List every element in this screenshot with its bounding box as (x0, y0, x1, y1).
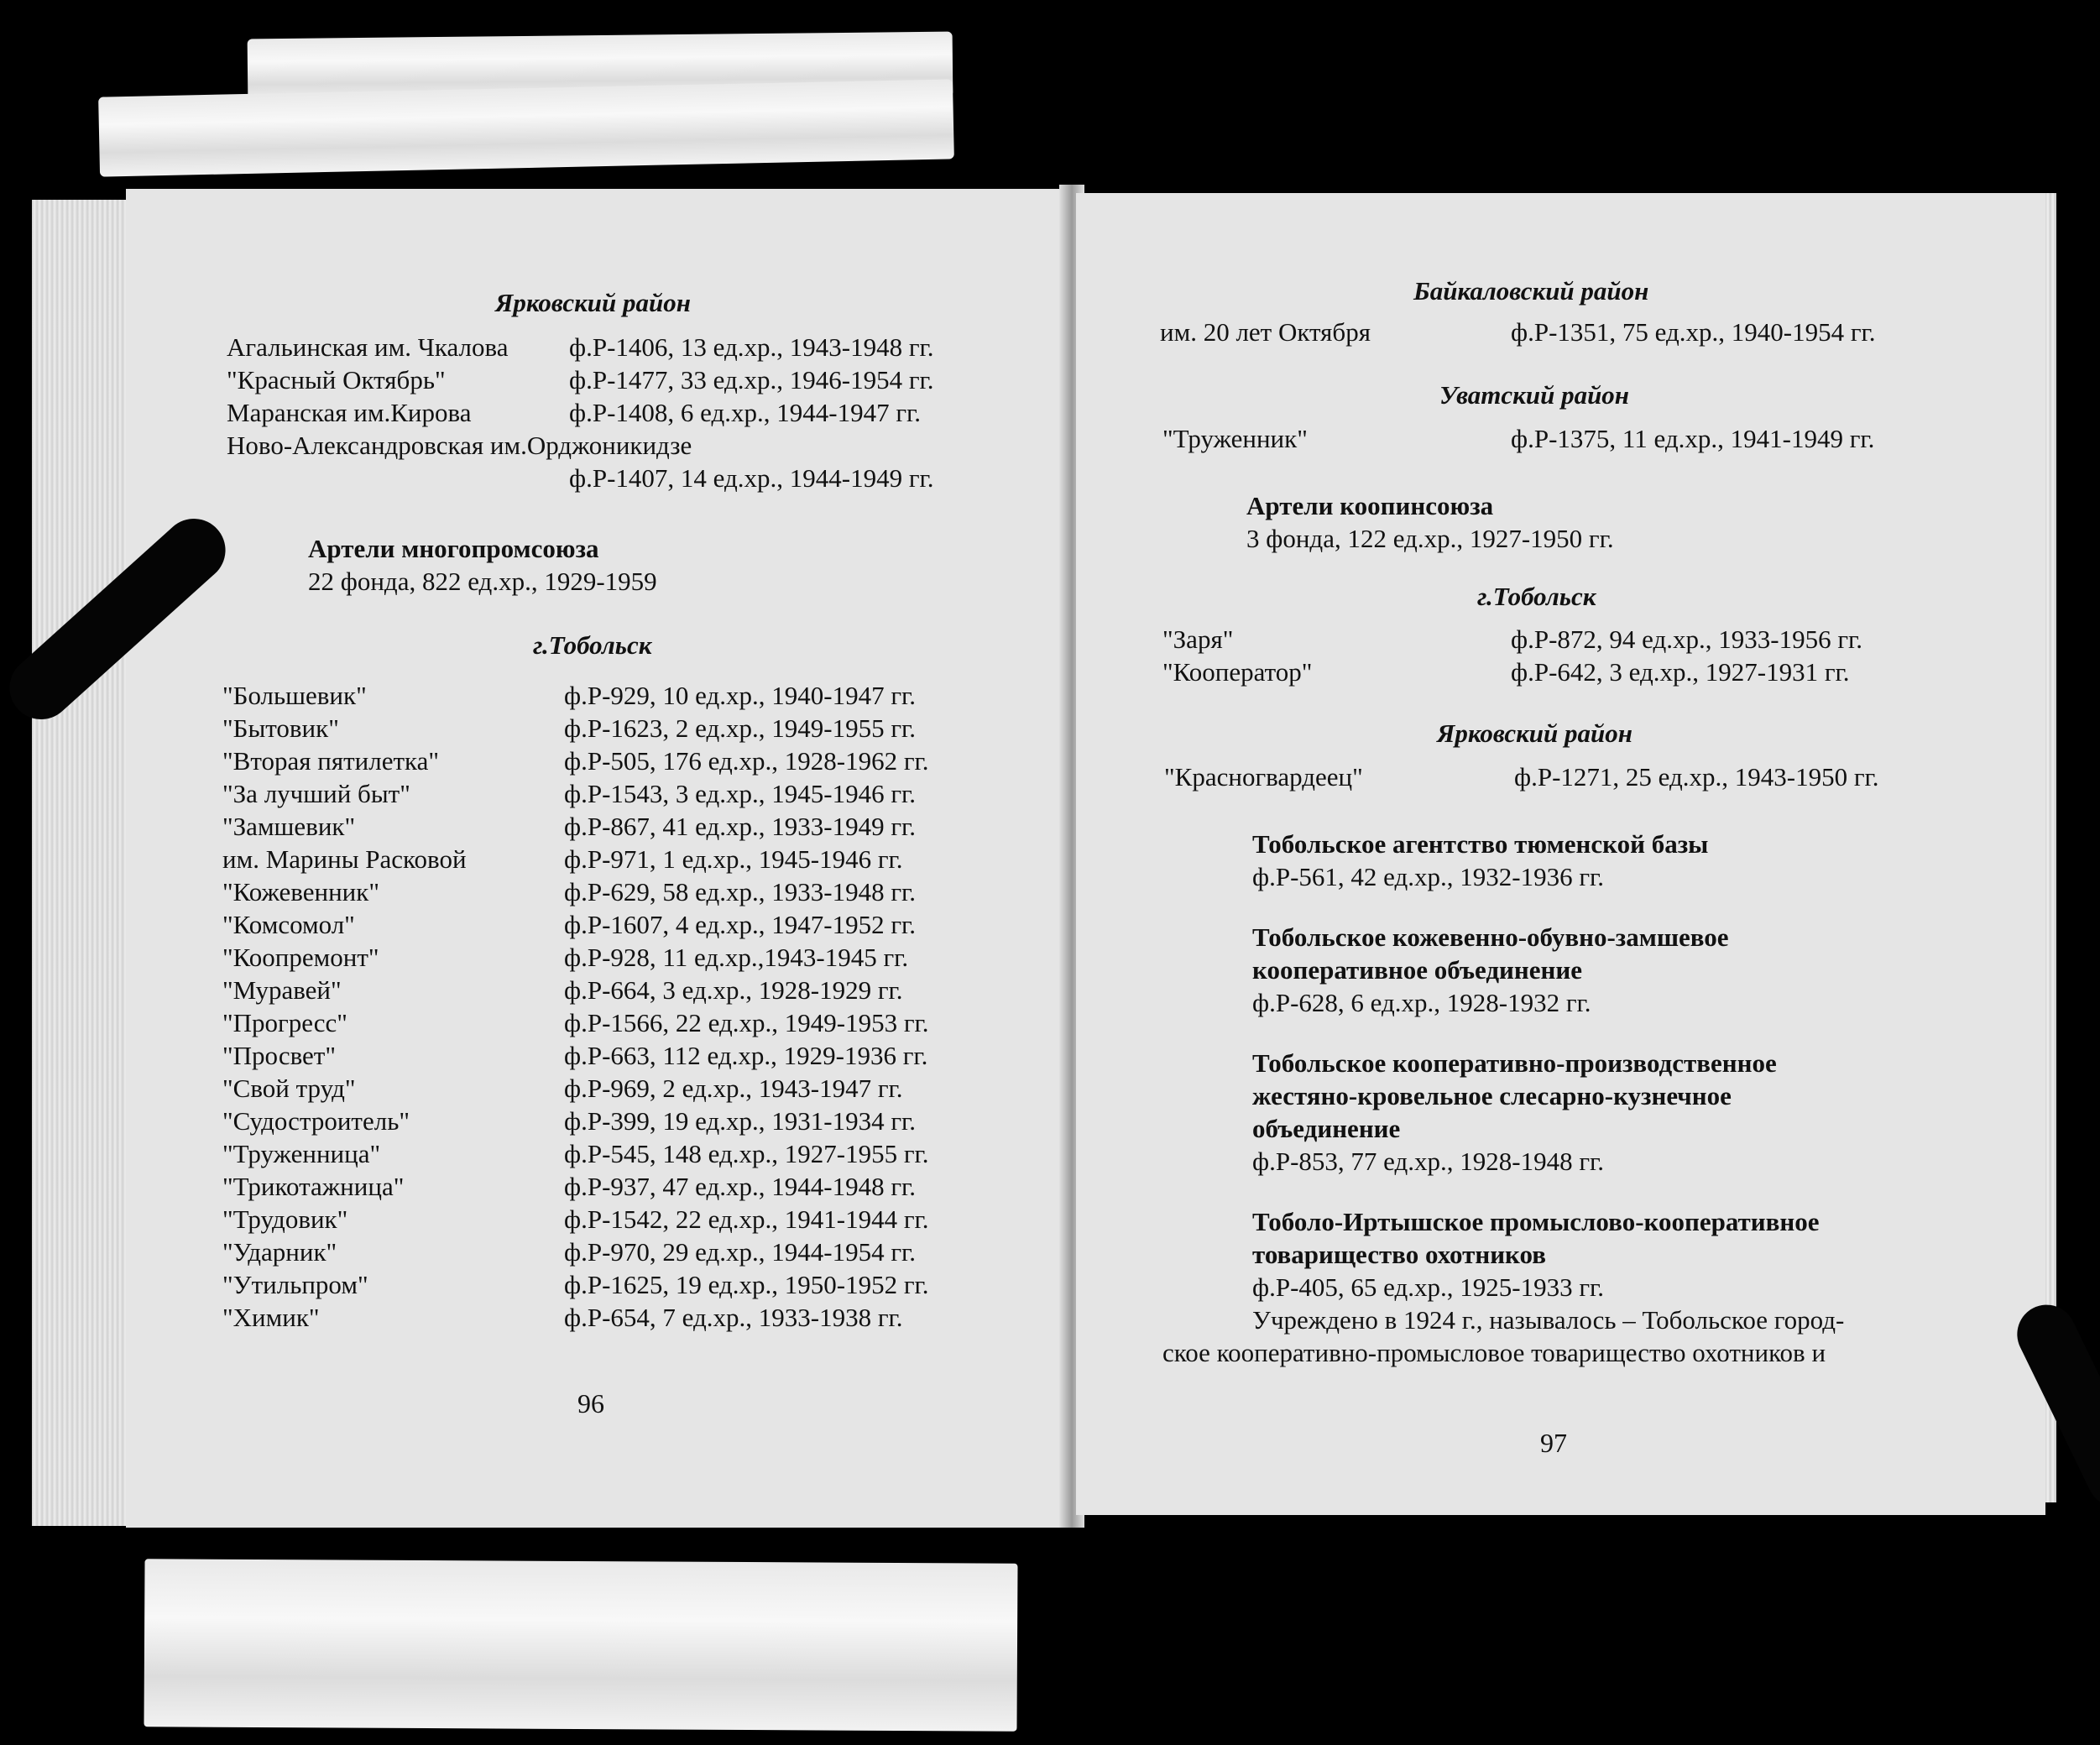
heading-tobolsk: г.Тобольск (1477, 582, 1596, 611)
row-ref: ф.Р-664, 3 ед.хр., 1928-1929 гг. (564, 975, 903, 1005)
hunters-ref: ф.Р-405, 65 ед.хр., 1925-1933 гг. (1252, 1272, 1605, 1302)
row-ref: ф.Р-1607, 4 ед.хр., 1947-1952 гг. (564, 910, 917, 939)
row-name: "Ударник" (222, 1237, 337, 1267)
koopin-summary: 3 фонда, 122 ед.хр., 1927-1950 гг. (1246, 524, 1614, 553)
row-ref: ф.Р-1375, 11 ед.хр., 1941-1949 гг. (1511, 424, 1875, 453)
row-ref: ф.Р-545, 148 ед.хр., 1927-1955 гг. (564, 1139, 929, 1168)
row-ref: ф.Р-629, 58 ед.хр., 1933-1948 гг. (564, 877, 917, 906)
row-name: "За лучший быт" (222, 779, 410, 808)
agency-title: Тобольское агентство тюменской базы (1252, 829, 1709, 859)
row-ref: ф.Р-928, 11 ед.хр.,1943-1945 гг. (564, 943, 909, 972)
row-ref: ф.Р-867, 41 ед.хр., 1933-1949 гг. (564, 812, 917, 841)
leather-title: кооперативное объединение (1252, 955, 1583, 985)
heading-tobolsk: г.Тобольск (533, 630, 652, 660)
row-ref: ф.Р-399, 19 ед.хр., 1931-1934 гг. (564, 1106, 917, 1136)
row-ref: ф.Р-1566, 22 ед.хр., 1949-1953 гг. (564, 1008, 929, 1037)
heading-yarkovsky: Ярковский район (1437, 718, 1632, 748)
tin-title: объединение (1252, 1114, 1401, 1143)
row-name: "Судостроитель" (222, 1106, 410, 1136)
row-ref: ф.Р-1543, 3 ед.хр., 1945-1946 гг. (564, 779, 917, 808)
row-name: "Замшевик" (222, 812, 356, 841)
row-ref: ф.Р-1542, 22 ед.хр., 1941-1944 гг. (564, 1204, 929, 1234)
row-name: "Просвет" (222, 1041, 336, 1070)
row-name: "Свой труд" (222, 1074, 356, 1103)
row-ref: ф.Р-1623, 2 ед.хр., 1949-1955 гг. (564, 713, 917, 743)
koopin-heading: Артели коопинсоюза (1246, 491, 1494, 520)
artels-summary: 22 фонда, 822 ед.хр., 1929-1959 (308, 567, 657, 596)
row-ref: ф.Р-505, 176 ед.хр., 1928-1962 гг. (564, 746, 929, 776)
right-page (1076, 193, 2045, 1515)
row-name: Агальинская им. Чкалова (227, 332, 509, 362)
row-ref: ф.Р-929, 10 ед.хр., 1940-1947 гг. (564, 681, 917, 710)
leather-title: Тобольское кожевенно-обувно-замшевое (1252, 922, 1729, 952)
artels-heading: Артели многопромсоюза (308, 534, 599, 563)
row-name: "Прогресс" (222, 1008, 347, 1037)
row-name: "Большевик" (222, 681, 367, 710)
row-name: Маранская им.Кирова (227, 398, 472, 427)
row-name: "Красногвардеец" (1164, 762, 1363, 792)
row-name: "Комсомол" (222, 910, 355, 939)
row-name: "Заря" (1162, 624, 1234, 654)
row-name: Ново-Александровская им.Орджоникидзе (227, 431, 692, 460)
row-name: им. 20 лет Октября (1160, 317, 1371, 347)
row-ref: ф.Р-1271, 25 ед.хр., 1943-1950 гг. (1514, 762, 1879, 792)
row-name: "Трикотажница" (222, 1172, 405, 1201)
row-name: "Кооператор" (1162, 657, 1313, 687)
row-name: им. Марины Расковой (222, 844, 467, 874)
row-name: "Химик" (222, 1303, 320, 1332)
row-ref: ф.Р-642, 3 ед.хр., 1927-1931 гг. (1511, 657, 1850, 687)
heading-yarkovsky: Ярковский район (495, 288, 691, 317)
hunters-text: Учреждено в 1924 г., называлось – Тобольское город- (1252, 1305, 1845, 1335)
tin-title: жестяно-кровельное слесарно-кузнечное (1252, 1081, 1732, 1110)
row-ref: ф.Р-1351, 75 ед.хр., 1940-1954 гг. (1511, 317, 1876, 347)
heading-uvatsky: Уватский район (1439, 380, 1630, 410)
row-ref: ф.Р-1407, 14 ед.хр., 1944-1949 гг. (569, 463, 934, 493)
foam-roll-top-large (98, 79, 954, 176)
row-ref: ф.Р-1477, 33 ед.хр., 1946-1954 гг. (569, 365, 934, 394)
leather-ref: ф.Р-628, 6 ед.хр., 1928-1932 гг. (1252, 988, 1591, 1017)
row-ref: ф.Р-1406, 13 ед.хр., 1943-1948 гг. (569, 332, 934, 362)
row-ref: ф.Р-663, 112 ед.хр., 1929-1936 гг. (564, 1041, 928, 1070)
row-ref: ф.Р-969, 2 ед.хр., 1943-1947 гг. (564, 1074, 903, 1103)
page-number: 97 (1540, 1428, 1567, 1458)
row-name: "Коопремонт" (222, 943, 379, 972)
row-name: "Вторая пятилетка" (222, 746, 440, 776)
hunters-title: товарищество охотников (1252, 1240, 1546, 1269)
tin-title: Тобольское кооперативно-производственное (1252, 1048, 1777, 1078)
row-name: "Красный Октябрь" (227, 365, 446, 394)
row-ref: ф.Р-1408, 6 ед.хр., 1944-1947 гг. (569, 398, 922, 427)
agency-ref: ф.Р-561, 42 ед.хр., 1932-1936 гг. (1252, 862, 1605, 891)
row-name: "Муравей" (222, 975, 342, 1005)
heading-baikalovsky: Байкаловский район (1413, 276, 1649, 306)
row-name: "Кожевенник" (222, 877, 379, 906)
row-name: "Трудовик" (222, 1204, 348, 1234)
hunters-text: ское кооперативно-промысловое товарищество охотников и (1162, 1338, 1826, 1367)
foam-roll-bottom (144, 1559, 1017, 1731)
tin-ref: ф.Р-853, 77 ед.хр., 1928-1948 гг. (1252, 1147, 1605, 1176)
left-page (126, 189, 1064, 1528)
row-ref: ф.Р-970, 29 ед.хр., 1944-1954 гг. (564, 1237, 917, 1267)
row-ref: ф.Р-654, 7 ед.хр., 1933-1938 гг. (564, 1303, 903, 1332)
hunters-title: Тоболо-Иртышское промыслово-кооперативное (1252, 1207, 1820, 1236)
row-name: "Труженник" (1162, 424, 1308, 453)
row-name: "Утильпром" (222, 1270, 368, 1299)
row-ref: ф.Р-872, 94 ед.хр., 1933-1956 гг. (1511, 624, 1863, 654)
row-ref: ф.Р-971, 1 ед.хр., 1945-1946 гг. (564, 844, 903, 874)
row-name: "Бытовик" (222, 713, 339, 743)
book-edge-left (32, 200, 131, 1526)
row-name: "Труженница" (222, 1139, 381, 1168)
row-ref: ф.Р-1625, 19 ед.хр., 1950-1952 гг. (564, 1270, 929, 1299)
row-ref: ф.Р-937, 47 ед.хр., 1944-1948 гг. (564, 1172, 917, 1201)
page-number: 96 (577, 1388, 604, 1418)
